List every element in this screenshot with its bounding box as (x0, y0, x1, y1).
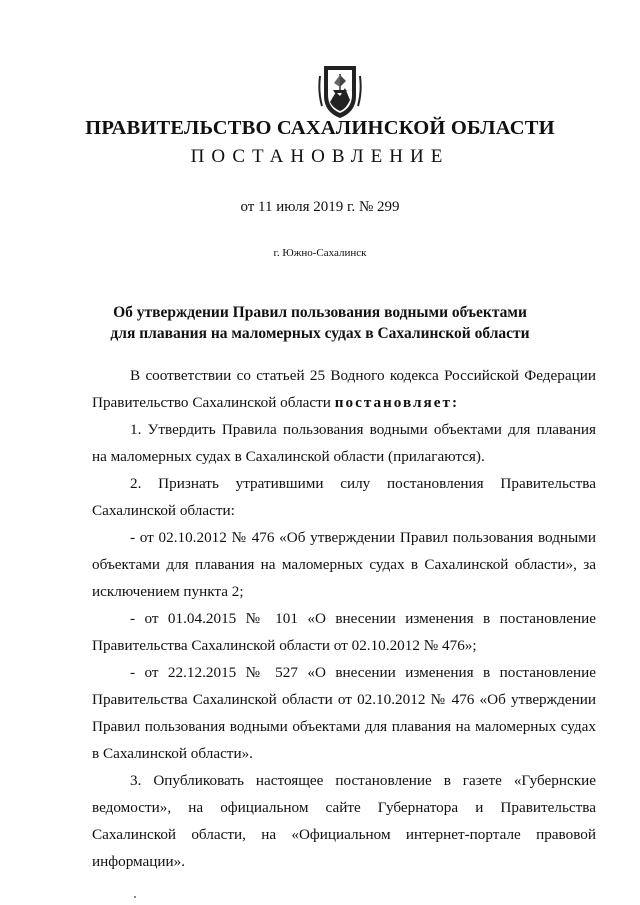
document-date-number: от 11 июля 2019 г. № 299 (240, 199, 400, 215)
document-city: г. Южно-Сахалинск (273, 247, 367, 259)
item-1: 1. Утвердить Правила пользования водными объектами для плавания на маломерных судах в Сахалинской области (прилагаются). (92, 421, 596, 465)
intro-text: В соответствии со статьей 25 Водного кодекса Российской Федерации Правительство Сахалинской области (92, 367, 596, 411)
organization-title: ПРАВИТЕЛЬСТВО САХАЛИНСКОЙ ОБЛАСТИ (85, 117, 555, 139)
item-3: 3. Опубликовать настоящее постановление в газете «Губернские ведомости», на официальном сайте Губернатора и Правительства Сахалинской области, на «Официальном интернет-портале правовой информации». (92, 772, 596, 870)
item-2: 2. Признать утратившими силу постановления Правительства Сахалинской области: (92, 475, 596, 519)
item-2-b: - от 01.04.2015 № 101 «О внесении изменения в постановление Правительства Сахалинской области от 02.10.2012 № 476»; (92, 610, 596, 654)
coat-of-arms-icon (318, 62, 362, 120)
document-subject (60, 302, 580, 344)
intro-paragraph (92, 362, 596, 416)
intro-keyword: постановляет: (334, 394, 460, 411)
item-2-a: - от 02.10.2012 № 476 «Об утверждении Правил пользования водными объектами для плавания на маломерных судах в Сахалинской области», за исключением пункта 2; (92, 529, 596, 600)
subject-line-1: Об утверждении Правил пользования водными объектами (113, 304, 527, 321)
scan-speck (134, 896, 136, 898)
document-body (92, 362, 596, 875)
item-2-c: - от 22.12.2015 № 527 «О внесении изменения в постановление Правительства Сахалинской области от 02.10.2012 № 476 «Об утверждении Правил пользования водными объектами для плавания на маломерных судах в Сахалинской области». (92, 664, 596, 762)
document-type: ПОСТАНОВЛЕНИЕ (190, 146, 450, 167)
subject-line-2: для плавания на маломерных судах в Сахалинской области (110, 325, 530, 342)
